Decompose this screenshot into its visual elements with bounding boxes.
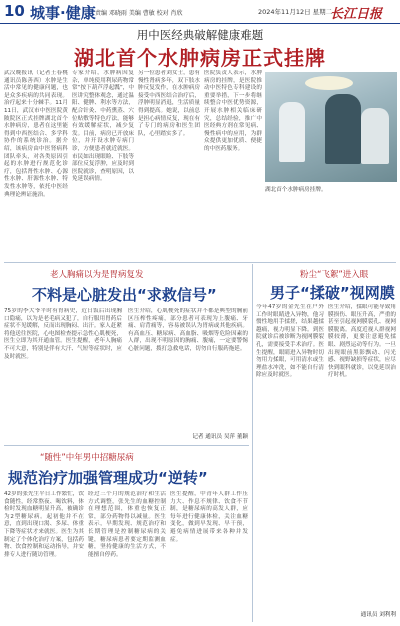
article2-headline: 不料是心脏发出“求救信号” [32, 286, 217, 304]
person-shape [361, 108, 389, 164]
person-shape [279, 102, 305, 162]
lead-photo [265, 72, 397, 182]
article3-body-column-1: 42岁的张先生平日工作繁忙，饮食随性，经常熬夜、喝饮料，体检时发现血糖明显升高，被确诊为2型糖尿病。起初他并不在意，直到出现口渴、多尿、体重下降等症状才来就医。医生为其制定了个体化治疗方案，包括药物、饮食控制和运动指导，并安排专人进行随访管理。 [4, 491, 84, 558]
article4-reporter: 通讯员 刘利利 [360, 612, 396, 618]
section-divider [4, 262, 396, 263]
paper-logo: 长江日报 [330, 7, 383, 22]
article2-kicker: 老人胸痛以为是胃病复发 [50, 270, 144, 280]
lead-headline: 湖北首个水肿病房正式挂牌 [74, 46, 326, 70]
photo-caption: 湖北首个水肿病房挂牌。 [265, 187, 327, 193]
issue-date: 2024年11月12日 星期二 [258, 8, 333, 16]
lead-subtitle: 用中医经典破解健康难题 [136, 28, 264, 42]
section-divider [4, 445, 249, 446]
article4-headline: 男子“揉破”视网膜 [270, 284, 395, 302]
article2-body-column-1: 75岁的李大爷平时有胃病史，近日饭后出现胸口隐痛，以为是老毛病又犯了，自行服用胃药后症状不见缓解，反而出现胸闷、出汗。家人赶紧将他送往医院，心电图检查提示急性心肌梗死，医生立即为其开通血管。医生提醒，老年人胸痛不可大意，特别是伴有大汗、气短等症状时，应及时就医。 [4, 308, 122, 360]
lead-body-column-1: 武汉晚报讯（记者王春桃 通讯员陈善西）水肿是生活中常见的健康问题，也是众多疾病的共同表现。治疗起来十分棘手。11月11日，武汉市中医医院黄陂院区正式挂牌湖北首个水肿病房，患者在这里能得到中西医结合、多学科协作的系统诊治。据介绍，该病房由中医肾病科团队牵头，对各类原因引起的水肿进行规范化诊疗，包括肾性水肿、心源性水肿、肝源性水肿、特发性水肿等，依托中医经典理论辨证施治。 [4, 70, 68, 198]
lead-body-column-3: 另一位患者刘女士，患有慢性肾病多年，双下肢水肿反复发作，在水肿病房接受中西医结合治疗后，浮肿明显消退，生活质量得到提高。她说，以前总是担心病情反复，现在有了专门的病房和医生团队，心里踏实多了。 [138, 70, 200, 137]
ceiling-lamp-shape [305, 76, 353, 90]
article3-body-column-2: 经过三个月的规范治疗和生活方式调整，张先生的血糖控制在理想范围，体重也恢复正常，部分药物得以减量。医生表示，早期发现、规范治疗和长期管理是控制糖尿病的关键，糖尿病患者要定期监测血糖，坚持健康的生活方式，不能擅自停药。 [88, 491, 166, 558]
article2-reporter: 记者 通讯员 吴萍 董颖 [192, 434, 248, 440]
section-number: 10 [4, 2, 25, 20]
person-shape [325, 94, 361, 164]
article4-body-column-1: 今年47岁的金先生在户外工作时眼睛进入异物，他习惯性地用手揉搓，结果越揉越痛，视力明显下降。到医院就诊后被诊断为视网膜裂孔，需要接受手术治疗。医生提醒，眼睛进入异物时切勿用力揉眼，可用清水或生理盐水冲洗，如不能自行清除应及时就医。 [256, 304, 324, 379]
article4-body-column-2: 医生介绍，揉眼可能导致角膜损伤、眼压升高，严重的甚至引起视网膜裂孔、视网膜脱离。高度近视人群视网膜较薄，更要注意避免揉眼、剧烈运动等行为。一旦出现眼前黑影飘动、闪光感、视野缺损等症状，应尽快到眼科就诊，以免延误治疗时机。 [328, 304, 396, 379]
article3-kicker: “随性”中年男中招糖尿病 [40, 453, 134, 463]
masthead [0, 0, 400, 24]
editors-credit: 责编 邓晓雨 美编 曹敏 校对 肖欣 [95, 10, 183, 17]
column-divider [252, 264, 253, 622]
article4-kicker: 粉尘“飞絮”进入眼 [300, 270, 369, 280]
article2-body-column-2: 医生介绍，心肌梗死的症状并不都是典型的胸前区压榨性疼痛，部分患者可表现为上腹痛、牙痛、肩背痛等，容易被误认为胃病或其他疾病。有高血压、糖尿病、高血脂、吸烟等危险因素的人群，出现不明原因的胸痛、腹痛，一定要警惕心脏问题，拨打急救电话，切勿自行服药拖延。 [128, 308, 248, 352]
article3-body-column-3: 医生提醒，中青年人群工作压力大、作息不规律、饮食不节制，是糖尿病的高发人群，应每年进行健康体检，关注血糖变化，做到早发现、早干预，避免病情进展带来各种并发症。 [170, 491, 248, 543]
lead-body-column-2: 专家介绍，水肿病因复杂，单纯使用利尿药物常常“按下葫芦浮起瓢”，中医讲究整体观念，通过温阳、健脾、利水等方法，配合针灸、中药熏蒸、穴位贴敷等特色疗法，能够有效缓解症状，减少复发。目前，病房已开放床位，并开设水肿专病门诊，方便患者就近就医。市民如出现眼睑、下肢等部位反复浮肿，应及时到医院就诊，查明原因，以免延误病情。 [72, 70, 134, 183]
section-name: 城事·健康 [30, 4, 96, 22]
lead-body-column-4: 医院负责人表示，水肿病房的挂牌，是医院推动中医特色专科建设的重要举措，下一步将继续整合中医优势资源，开展水肿相关临床研究，总结经验，推广中医经典方剂在常见病、慢性病中的应用，为群众提供更加优质、便捷的中医药服务。 [204, 70, 262, 152]
article3-headline: 规范治疗加强管理成功“逆转” [8, 469, 208, 487]
